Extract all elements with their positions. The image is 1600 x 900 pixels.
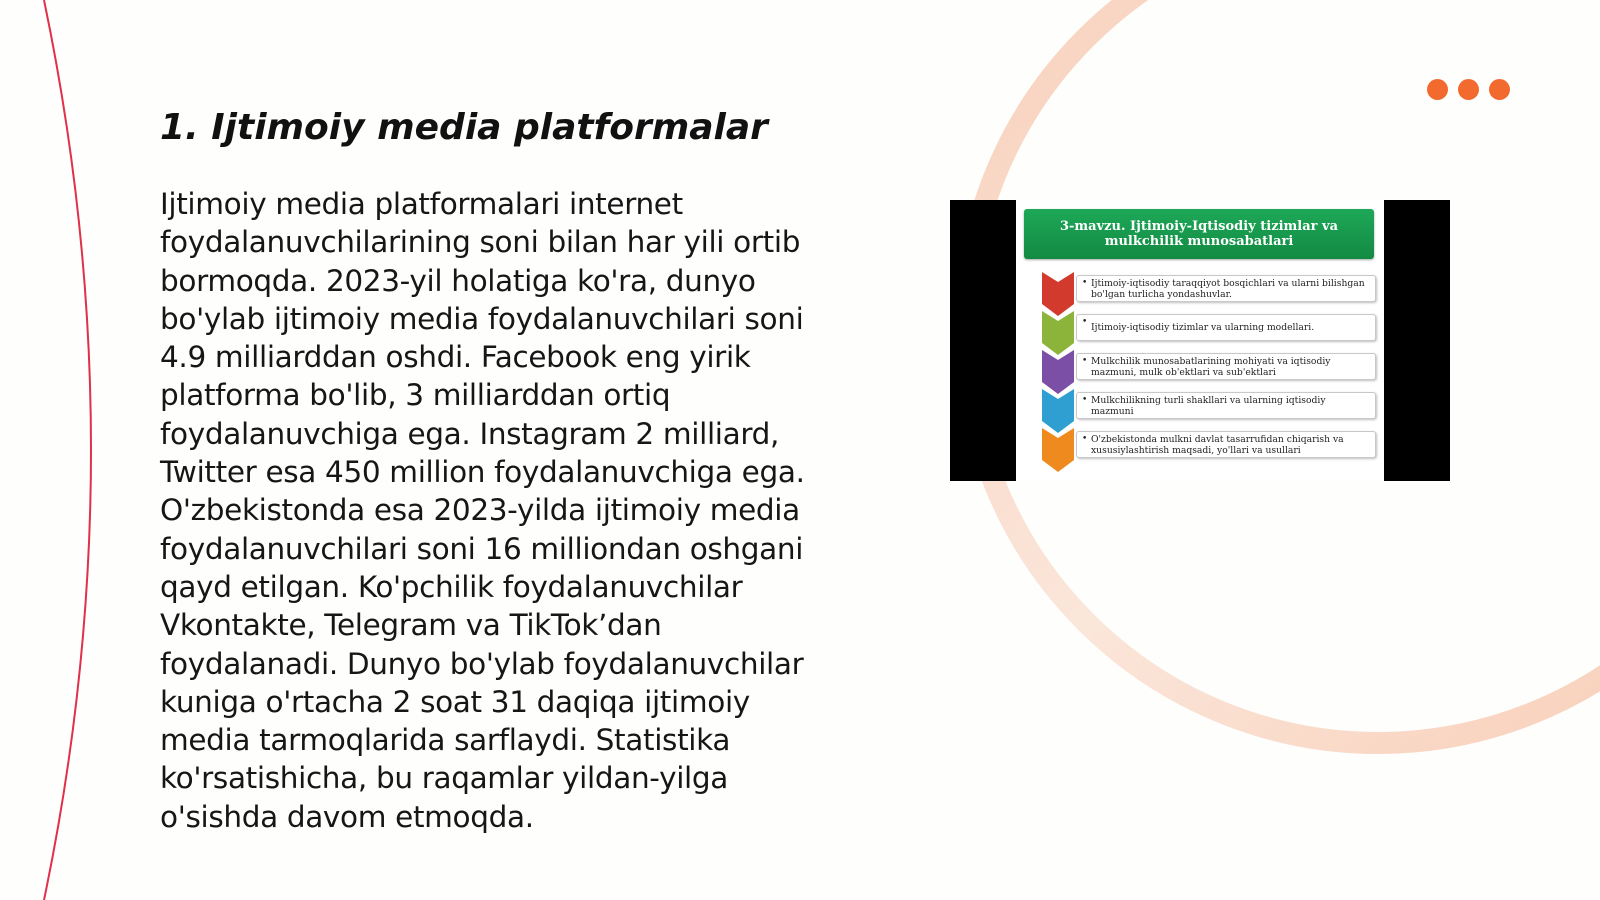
embedded-text-line: mazmuni, mulk ob'ektlari va sub'ektlari (1091, 367, 1276, 378)
embedded-text-line: • Mulkchilikning turli shakllari va ularning iqtisodiy (1091, 395, 1326, 406)
embedded-list-item (1042, 272, 1382, 308)
embedded-slide-content (1016, 200, 1384, 481)
embedded-list-item-text (1076, 275, 1376, 302)
body-line: foydalanuvchilarining soni bilan har yili ortib (160, 225, 801, 260)
embedded-text-line: • Ijtimoiy-iqtisodiy tizimlar va ularning modellari. (1091, 322, 1315, 333)
body-line: O'zbekistonda esa 2023-yilda ijtimoiy media (160, 493, 800, 528)
body-line: foydalanadi. Dunyo bo'ylab foydalanuvchilar (160, 646, 804, 681)
body-line: bo'ylab ijtimoiy media foydalanuvchilari soni (160, 301, 804, 336)
slide-title: 1. Ijtimoiy media platformalar (160, 107, 768, 148)
body-line: foydalanuvchilari soni 16 milliondan oshgani (160, 531, 804, 566)
body-line: 4.9 milliarddan oshdi. Facebook eng yirik (160, 340, 751, 375)
chevron-icon (1042, 389, 1074, 433)
body-line: Vkontakte, Telegram va TikTok’dan (160, 608, 662, 643)
body-line: platforma bo'lib, 3 milliarddan ortiq (160, 378, 671, 413)
dots-decoration (1427, 79, 1513, 101)
body-line: Ijtimoiy media platformalari internet (160, 187, 683, 221)
embedded-text-line: • Mulkchilik munosabatlarining mohiyati va iqtisodiy (1091, 356, 1331, 367)
embedded-text-line: xususiylashtirish maqsadi, yo'llari va usullari (1091, 445, 1301, 456)
embedded-text-line: bo'lgan turlicha yondashuvlar. (1091, 289, 1232, 300)
body-line: o'sishda davom etmoqda. (160, 799, 534, 834)
embedded-text-line: • O'zbekistonda mulkni davlat tasarrufidan chiqarish va (1091, 434, 1344, 445)
chevron-icon (1042, 350, 1074, 394)
left-edge-curve (44, 0, 91, 900)
dot (1458, 79, 1479, 100)
dot (1427, 79, 1448, 100)
embedded-list-item-text (1076, 353, 1376, 380)
embedded-list-item (1042, 428, 1382, 464)
body-line: bormoqda. 2023-yil holatiga ko'ra, dunyo (160, 263, 756, 298)
embedded-header-line: 3-mavzu. Ijtimoiy-Iqtisodiy tizimlar va (1059, 219, 1339, 234)
body-line: ko'rsatishicha, bu raqamlar yildan-yilga (160, 761, 728, 796)
body-line: media tarmoqlarida sarflaydi. Statistika (160, 723, 731, 758)
embedded-list-item (1042, 389, 1382, 425)
embedded-text-line: mazmuni (1091, 406, 1134, 417)
body-line: qayd etilgan. Ko'pchilik foydalanuvchilar (160, 569, 743, 604)
embedded-list-item (1042, 350, 1382, 386)
embedded-slide-header (1024, 209, 1374, 259)
chevron-icon (1042, 272, 1074, 316)
embedded-slide-image (950, 200, 1450, 481)
embedded-list-item-text (1076, 392, 1376, 419)
chevron-icon (1042, 311, 1074, 355)
body-line: Twitter esa 450 million foydalanuvchiga ega. (160, 455, 805, 490)
embedded-list-item (1042, 311, 1382, 347)
body-line: foydalanuvchiga ega. Instagram 2 milliard, (160, 416, 780, 451)
body-line: kuniga o'rtacha 2 soat 31 daqiqa ijtimoiy (160, 684, 750, 719)
slide-body-text (160, 185, 850, 836)
dot (1489, 79, 1510, 100)
embedded-list-item-text (1076, 431, 1376, 458)
chevron-icon (1042, 428, 1074, 472)
embedded-list-item-text (1076, 314, 1376, 341)
embedded-header-line: mulkchilik munosabatlari (1104, 234, 1294, 249)
embedded-text-line: • Ijtimoiy-iqtisodiy taraqqiyot bosqichlari va ularni bilishgan (1091, 278, 1365, 289)
